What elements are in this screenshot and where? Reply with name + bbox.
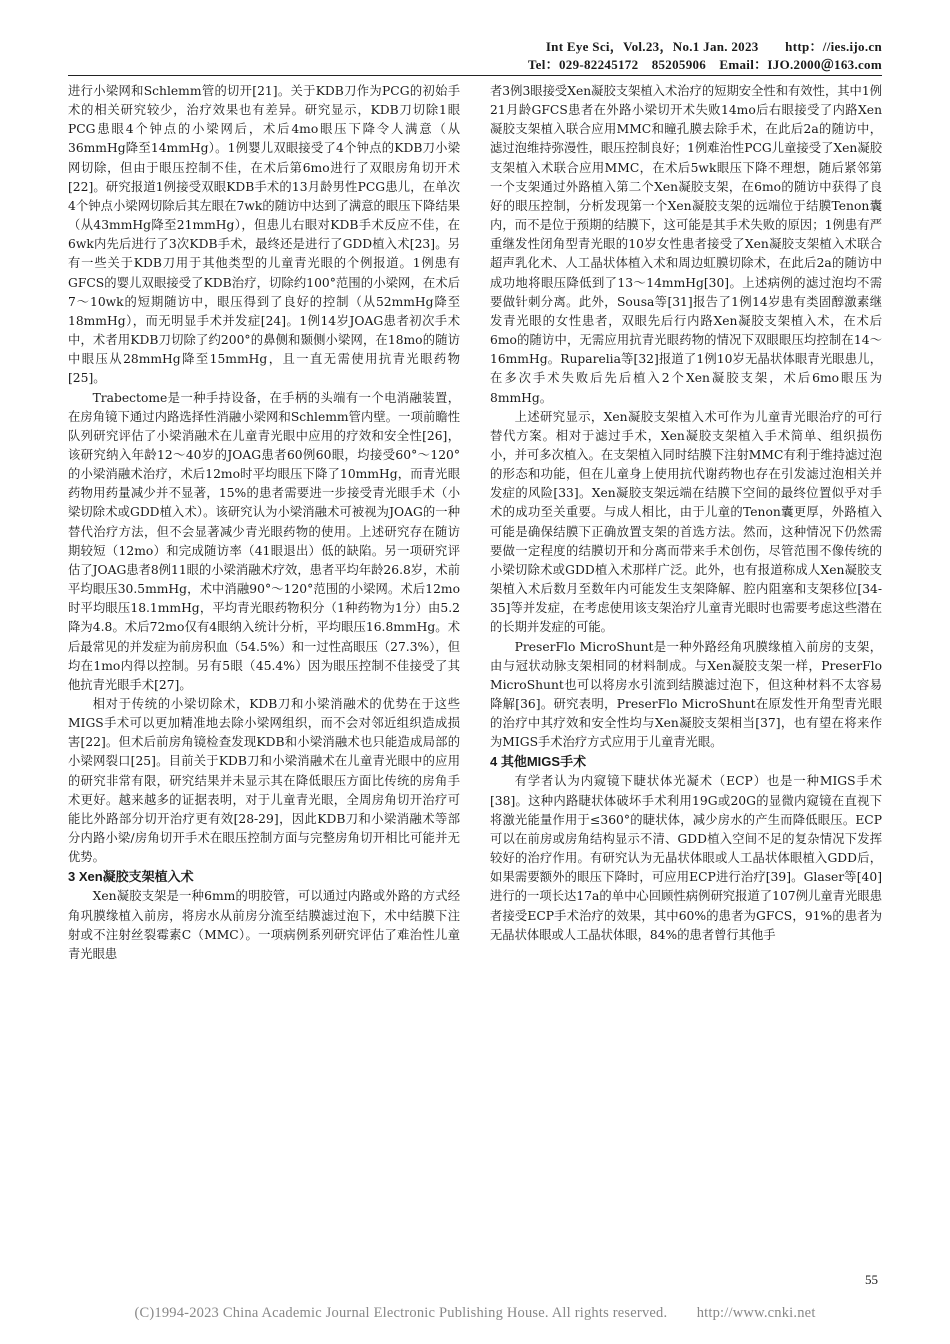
paragraph: 进行小梁网和Schlemm管的切开[21]。关于KDB刀作为PCG的初始手术的相关研究较少，治疗效果也有差异。研究显示，KDB刀切除1眼PCG患眼4个钟点的小梁网后，术后4mo眼压下降令人满意（从36mmHg降至14mmHg）。1例婴儿双眼接受了4个钟点的KDB刀小梁网切除，但由于眼压控制不佳，在术后第6mo进行了双眼房角切开术[22]。研究报道1例接受双眼KDB手术的13月龄男性PCG患儿，在单次4个钟点小梁网切除后其左眼在7wk的随访中达到了满意的眼压下降结果（从43mmHg降至21mmHg），但患儿右眼对KDB手术反应不佳，在6wk内先后进行了3次KDB手术，最终还是进行了GDD植入术[23]。另有一些关于KDB刀用于其他类型的儿童青光眼的个例报道。1例患有GFCS的婴儿双眼接受了KDB治疗，切除约100°范围的小梁网，在术后7～10wk的短期随访中，眼压得到了良好的控制（从52mmHg降至18mmHg），而无明显手术并发症[24]。1例14岁JOAG患者初次手术中，术者用KDB刀切除了约200°的鼻侧和颞侧小梁网，在18mo的随访中眼压从28mmHg降至15mmHg，且一直无需使用抗青光眼药物[25]。 [68,84,460,386]
page-number: 55 [865,1272,878,1287]
paragraph: 上述研究显示，Xen凝胶支架植入术可作为儿童青光眼治疗的可行替代方案。相对于滤过手术，Xen凝胶支架植入手术简单、组织损伤小，并可多次植入。在支架植入同时结膜下注射MMC有利于维持滤过泡的形态和功能，但在儿童身上使用抗代谢药物也存在引发滤过泡相关并发症的风险[33]。Xen凝胶支架远端在结膜下空间的最终位置似乎对手术的成功至关重要。与成人相比，由于儿童的Tenon囊更厚，外路植入可能是确保结膜下正确放置支架的首选方法。然而，这种情况下仍然需要做一定程度的结膜切开和分离而带来手术创伤，尽管范围不像传统的小梁切除术或GDD植入术那样广泛。此外，也有报道称成人Xen凝胶支架植入术后数月至数年内可能发生支架降解、腔内阻塞和支架移位[34-35]等并发症，在考虑使用该支架治疗儿童青光眼时也需要考虑这些潜在的长期并发症的可能。 [490,409,882,635]
paragraph: 有学者认为内窥镜下睫状体光凝术（ECP）也是一种MIGS手术[38]。这种内路睫状体破坏手术利用19G或20G的显微内窥镜在直视下将激光能量作用于≤360°的睫状体，减少房水的产生而降低眼压。ECP可以在前房或房角结构显示不清、GDD植入空间不足的复杂情况下发挥较好的治疗作用。有研究认为无晶状体眼或人工晶状体眼植入GDD后，如果需要额外的眼压下降时，可应用ECP进行治疗[39]。Glaser等[40]进行的一项长达17a的单中心回顾性病例研究报道了107例儿童青光眼患者接受ECP手术治疗的效果，其中60%的患者为GFCS，91%的患者为无晶状体眼或人工晶状体眼，84%的患者曾行其他手 [490,774,882,942]
journal-header: Int Eye Sci，Vol.23，No.1 Jan. 2023 http：//ies.ijo.cn [545,39,882,54]
header-rule [68,75,882,76]
copyright-footer: (C)1994-2023 China Academic Journal Electronic Publishing House. All rights reserved. http://www.cnki.net [134,1305,816,1321]
paragraph: 相对于传统的小梁切除术，KDB刀和小梁消融术的优势在于这些MIGS手术可以更加精准地去除小梁网组织，而不会对邻近组织造成损害[22]。但术后前房角镜检查发现KDB和小梁消融术也只能造成局部的小梁网裂口[25]。目前关于KDB刀和小梁消融术在儿童青光眼中的应用的研究非常有限，研究结果并未显示其在降低眼压方面比传统的房角手术更好。越来越多的证据表明，对于儿童青光眼，全周房角切开治疗可能比外路部分切开治疗更有效[28-29]，因此KDB刀和小梁消融术等部分内路小梁/房角切开手术在眼压控制方面与完整房角切开相比可能并无优势。 [68,697,460,865]
left-column [68,82,460,964]
paragraph: PreserFlo MicroShunt是一种外路经角巩膜缘植入前房的支架，由与冠状动脉支架相同的材料制成。与Xen凝胶支架一样，PreserFlo MicroShunt也可以将房水引流到结膜滤过泡下，但这种材料不太容易降解[36]。研究表明，PreserFlo MicroShunt在原发性开角型青光眼的治疗中其疗效和安全性均与Xen凝胶支架相当[37]，也有望在将来作为MIGS手术治疗方式应用于儿童青光眼。 [490,639,882,750]
paragraph: 者3例3眼接受Xen凝胶支架植入术治疗的短期安全性和有效性，其中1例21月龄GFCS患者在外路小梁切开术失败14mo后右眼接受了内路Xen凝胶支架植入联合应用MMC和瞳孔膜去除手术，在此后2a的随访中，滤过泡维持弥漫性，眼压控制良好；1例难治性PCG儿童接受了Xen凝胶支架植入术联合应用MMC，在术后5wk眼压下降不理想，随后紧邻第一个支架通过外路植入第二个Xen凝胶支架，在6mo的随访中获得了良好的眼压控制，分析发现第一个Xen凝胶支架的远端位于结膜Tenon囊内，而不是位于预期的结膜下，这可能是其手术失败的原因；1例患有严重继发性闭角型青光眼的10岁女性患者接受了Xen凝胶支架植入术联合超声乳化术、人工晶状体植入术和周边虹膜切除术，在此后2a的随访中成功地将眼压降低到了13～14mmHg[30]。上述病例的滤过泡均不需要做针刺分离。此外，Sousa等[31]报告了1例14岁患有类固醇激素继发青光眼的女性患者，双眼先后行内路Xen凝胶支架植入术，在术后6mo的随访中，无需应用抗青光眼药物的情况下双眼眼压均控制在14～16mmHg。Ruparelia等[32]报道了1例10岁无晶状体眼青光眼患儿，在多次手术失败后先后植入2个Xen凝胶支架，术后6mo眼压为8mmHg。 [490,84,882,405]
section-heading: 3 Xen凝胶支架植入术 [68,869,194,885]
paragraph: Xen凝胶支架是一种6mm的明胶管，可以通过内路或外路的方式经角巩膜缘植入前房，将房水从前房分流至结膜滤过泡下，术中结膜下注射或不注射丝裂霉素C（MMC）。一项病例系列研究评估了难治性儿童青光眼患 [68,889,460,961]
journal-contact: Tel：029-82245172 85205906 Email：IJO.2000＠163.com [527,57,882,72]
section-heading: 4 其他MIGS手术 [490,754,587,770]
paragraph: Trabectome是一种手持设备，在手柄的头端有一个电消融装置，在房角镜下通过内路选择性消融小梁网和Schlemm管内壁。一项前瞻性队列研究评估了小梁消融术在儿童青光眼中应用的疗效和安全性[26]，该研究纳入年龄12～40岁的JOAG患者60例60眼，均接受60°～120°的小梁消融术治疗，术后12mo时平均眼压下降了10mmHg，而青光眼药物用药量减少并不显著，15%的患者需要进一步接受青光眼手术（小梁切除术或GDD植入术）。该研究认为小梁消融术可被视为JOAG的一种替代治疗方法，但不会显著减少青光眼药物的使用。上述研究存在随访期较短（12mo）和完成随访率（41眼退出）低的缺陷。另一项研究评估了JOAG患者8例11眼的小梁消融术疗效，患者平均年龄26.8岁，术前平均眼压30.5mmHg，术中消融90°～120°范围的小梁网。术后12mo时平均眼压18.1mmHg，平均青光眼药物积分（1种药物为1分）由5.2降为4.8。术后72mo仅有4眼纳入统计分析，平均眼压16.8mmHg。术后最常见的并发症为前房积血（54.5%）和一过性高眼压（27.3%），但均在1mo内得以控制。另有5眼（45.4%）因为眼压控制不佳接受了其他抗青光眼手术[27]。 [68,390,460,692]
right-column [490,82,882,945]
